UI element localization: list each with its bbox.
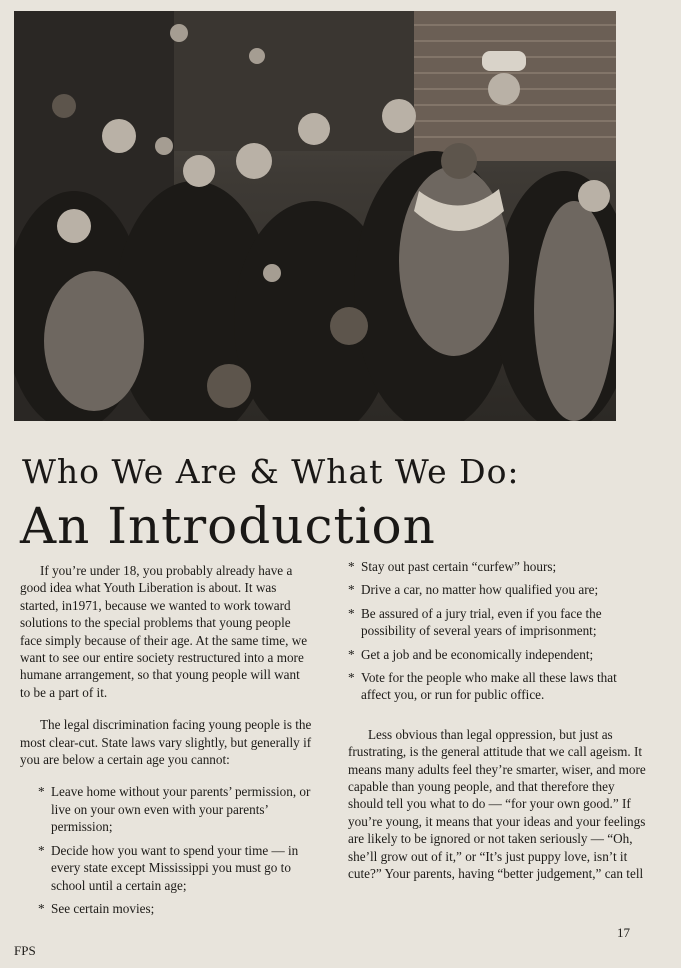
list-item (38, 783, 312, 835)
list-item-text: Decide how you want to spend your time — in every state except Mississippi you must go to school until a certain age; (51, 842, 299, 893)
page-number: 17 (617, 925, 630, 940)
bullet-star: * (348, 605, 355, 621)
list-item (348, 581, 648, 598)
list-item (38, 900, 312, 917)
footer-credit: FPS (14, 943, 36, 958)
bullet-star: * (38, 842, 45, 858)
bullet-star: * (348, 646, 355, 662)
list-item-text: Drive a car, no matter how qualified you are; (361, 582, 599, 598)
group-photo (14, 11, 616, 421)
list-item-text: Get a job and be economically independent; (361, 646, 594, 662)
list-item-text: Vote for the people who make all these laws that affect you, or run for public office. (361, 670, 617, 703)
group-photo-image (14, 11, 616, 421)
title-line-1: Who We Are & What We Do: (22, 452, 520, 491)
bullet-star: * (38, 784, 45, 800)
list-item (38, 842, 312, 894)
list-item-text: Leave home without your parents’ permission, or live on your own even with your parents’ permission; (51, 784, 311, 835)
bullet-star: * (348, 582, 355, 598)
list-item-text: See certain movies; (51, 900, 155, 916)
title-line-2: An Introduction (20, 497, 436, 555)
list-item-text: Be assured of a jury trial, even if you face the possibility of several years of imprisonment; (361, 605, 602, 639)
bullet-star: * (38, 900, 45, 916)
list-item-text: Stay out past certain “curfew” hours; (361, 559, 557, 574)
list-item (348, 646, 648, 663)
bullet-star: * (348, 670, 355, 686)
list-item (348, 605, 648, 640)
paragraph: Less obvious than legal oppression, but just as frustrating, is the general attitude that we call ageism. It means many adults feel they’re smarter, wiser, and more capable than young people, and that therefore they should tell you what to do — “for your own good.” If you’re young, it means that your ideas and your feelings are likely to be ignored or not taken seriously — “Oh, she’ll grow out of it,” or “It’s just puppy love, isn’t it cute?” Your parents, having “better judgement,” can tell (348, 726, 646, 882)
right-column (348, 558, 648, 898)
list-item (348, 669, 648, 704)
left-column (20, 562, 312, 923)
paragraph: If you’re under 18, you probably already have a good idea what Youth Liberation is about. It was started, in1971, because we wanted to work toward solutions to the special problems that young people face simply because of their age. At the same time, we want to see our entire society restructured into a more humane arrangement, so that young people will want to be a part of it. (20, 563, 308, 700)
paragraph: The legal discrimination facing young people is the most clear-cut. State laws vary slightly, but generally if you are below a certain age you cannot: (20, 717, 312, 768)
bullet-star: * (348, 559, 355, 574)
list-item (348, 558, 648, 575)
